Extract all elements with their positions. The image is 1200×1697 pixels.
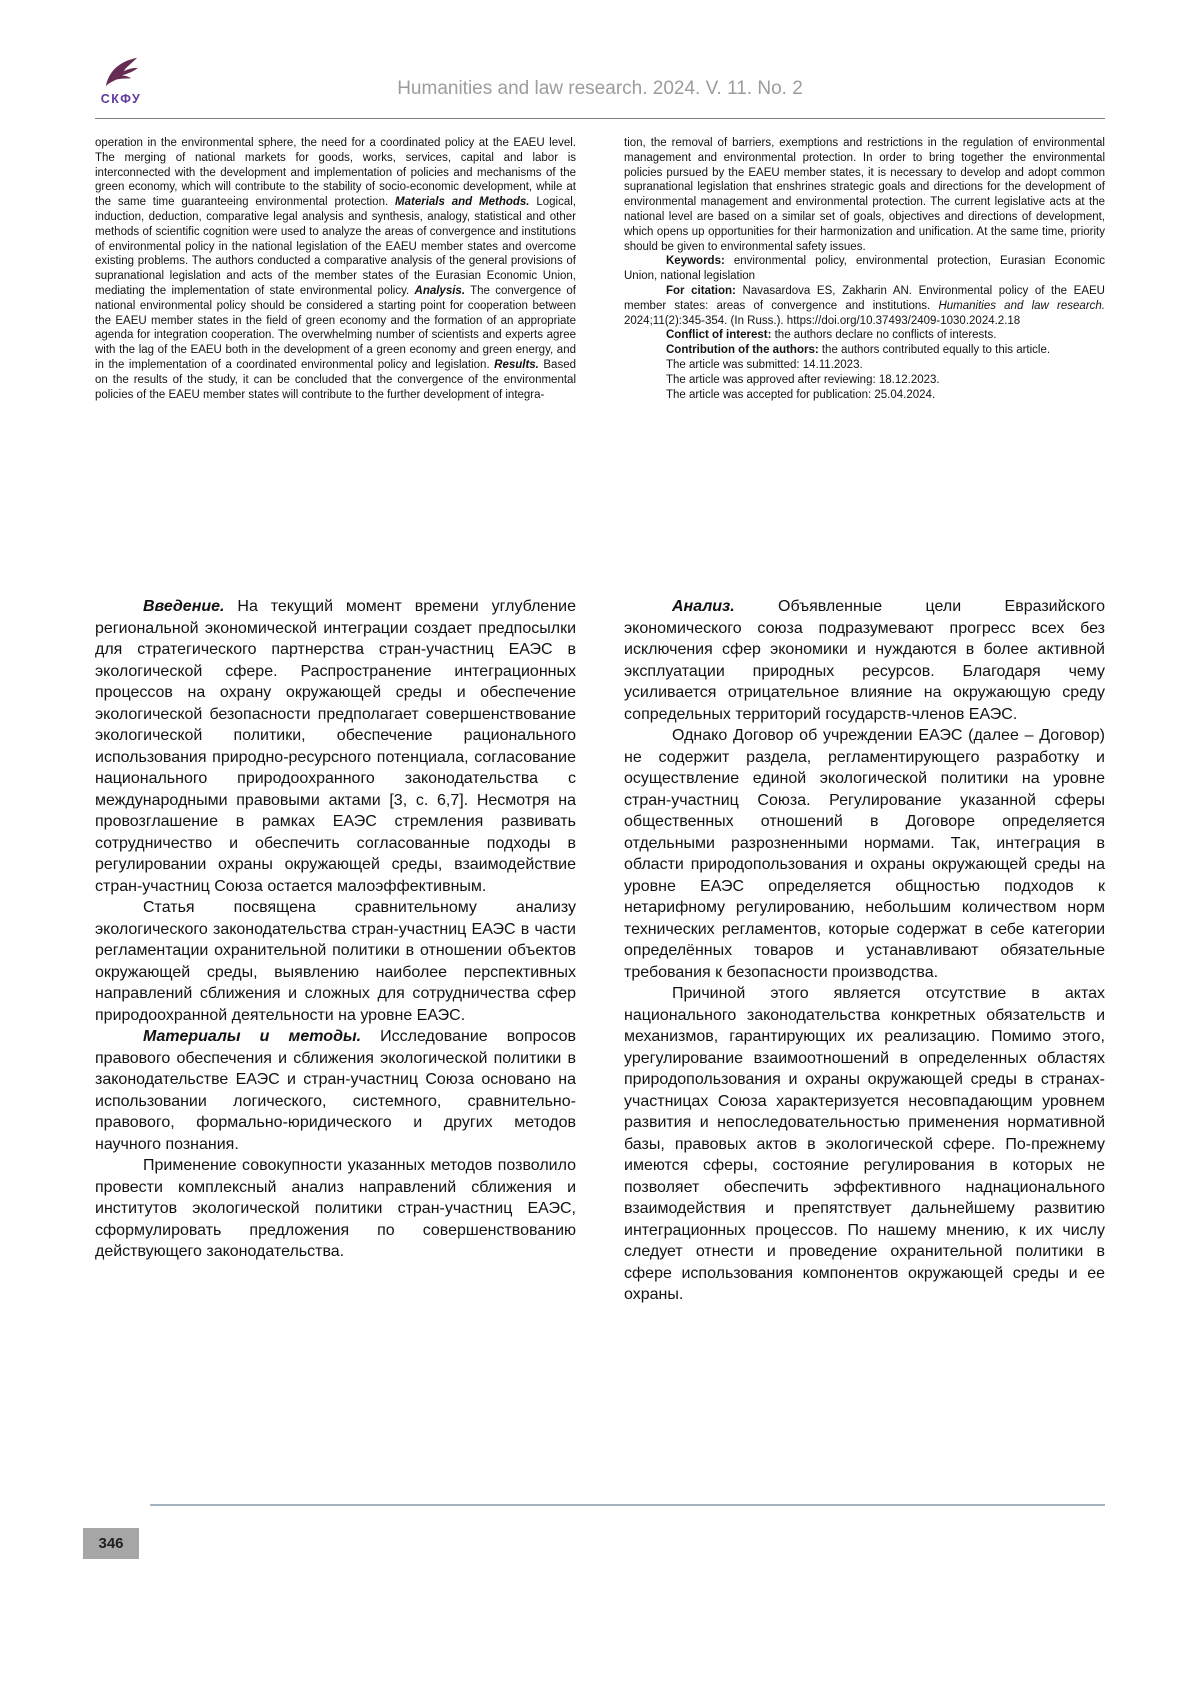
text-run: Причиной этого является отсутствие в актах национального законодательства конкретных обязательств и механизмов, гарантирующих их реализацию. Помимо этого, урегулирование взаимоотношений в определенных областях природопользования и охраны окружающей среды в странах-участницах Союза характеризуется несовпадающим уровнем развития и непоследовательностью применения нормативной базы, правовых актов в экологической сфере. По-прежнему имеются сферы, состояние регулирования в которых не позволяет обеспечить эффективного наднационального взаимодействия и препятствует дальнейшему развитию интеграционных процессов. По нашему мнению, к их числу следует отнести и проведение охранительной политики в сфере использования компонентов окружающей среды и ее охраны. bbox=[624, 985, 1105, 1303]
paragraph bbox=[95, 136, 576, 402]
text-run: 2024;11(2):345-354. (In Russ.). bbox=[624, 314, 787, 327]
body-right-column bbox=[624, 596, 1105, 1306]
text-run: На текущий момент времени углубление региональной экономической интеграции создает предпосылки для стратегического партнерства стран-участниц ЕАЭС в экологической сфере. Распространение интеграционных процессов на охрану окружающей среды и обеспечение экологической безопасности предполагает совершенствование экологической политики, обеспечение рационального использования природно-ресурсного потенциала, согласование национального природоохранного законодательства с международными правовыми актами [3, с. 6,7]. Несмотря на провозглашение в рамках ЕАЭС стремления развивать сотрудничество и обеспечить согласованные подходы в регулировании охраны окружающей среды, взаимодействие стран-участниц Союза остается малоэффективным. bbox=[95, 598, 576, 895]
text-run: Navasardova ES, Zakharin AN. Environmental policy of the EAEU member states: areas of convergence and institutions. bbox=[624, 284, 1105, 312]
paragraph bbox=[624, 725, 1105, 983]
text-run: The article was submitted: 14.11.2023. bbox=[666, 358, 863, 371]
text-run: The convergence of national environmental policy should be considered a starting point for cooperation between the EAEU member states in the field of green economy and the formation of an appropriate agenda for integration cooperation. The overwhelming number of scientists and experts agree with the lag of the EAEU both in the development of a green economy and green energy, and in the implementation of a coordinated environmental policy and legislation. bbox=[95, 284, 576, 371]
page-number-badge: 346 bbox=[83, 1528, 139, 1559]
paragraph bbox=[624, 136, 1105, 254]
abstract-section bbox=[95, 136, 1105, 402]
body-left-column bbox=[95, 596, 576, 1306]
text-run: Объявленные цели Евразийского экономического союза подразумевают прогресс всех без исключения сфер экономики и нуждаются в более активной эксплуатации природных ресурсов. Благодаря чему усиливается отрицательное влияние на окружающую среду сопредельных территорий государств-членов ЕАЭС. bbox=[624, 598, 1105, 723]
paragraph bbox=[95, 897, 576, 1026]
text-run: The article was accepted for publication: 25.04.2024. bbox=[666, 388, 936, 401]
text-run: Однако Договор об учреждении ЕАЭС (далее – Договор) не содержит раздела, регламентирующего разработку и осуществление единой экологической политики на уровне стран-участниц Союза. Регулирование указанной сферы общественных отношений в Договоре определяется отдельными разрозненными нормами. Так, интеграция в области природопользования и охраны окружающей среды на уровне ЕАЭС определяется общностью подходов к нетарифному регулированию, небольшим количеством норм технических регламентов, которые содержат в себе категории определённых товаров и устанавливают обязательные требования к безопасности производства. bbox=[624, 727, 1105, 981]
paragraph bbox=[624, 358, 1105, 373]
abstract-right-column bbox=[624, 136, 1105, 402]
text-run: Based on the results of the study, it can be concluded that the convergence of the environmental policies of the EAEU member states will contribute to the further development of integra- bbox=[95, 358, 576, 401]
text-run: Contribution of the authors: bbox=[666, 344, 819, 357]
text-run: For citation: bbox=[666, 284, 736, 297]
journal-title: Humanities and law research. 2024. V. 11. No. 2 bbox=[397, 78, 803, 99]
text-run: Analysis. bbox=[414, 284, 466, 297]
doi-link: https://doi.org/10.37493/2409-1030.2024.2.18 bbox=[786, 314, 1021, 327]
text-run: operation in the environmental sphere, the need for a coordinated policy at the EAEU level. The merging of national markets for goods, works, services, capital and labor is interconnected with the development and implementation of policies and mechanisms of the green economy, which will contribute to the stability of socio-economic development, while at the same time guaranteeing environmental protection. bbox=[95, 137, 576, 209]
paragraph bbox=[624, 328, 1105, 343]
text-run: environmental policy, environmental protection, Eurasian Economic Union, national legislation bbox=[624, 255, 1105, 283]
paragraph bbox=[95, 596, 576, 897]
text-run: Статья посвящена сравнительному анализу экологического законодательства стран-участниц ЕАЭС в части регламентации охранительной политики в отношении объектов окружающей среды, выявлению наиболее перспективных направлений сближения и сложных для сотрудничества сфер природоохранной деятельности на уровне ЕАЭС. bbox=[95, 899, 576, 1024]
text-run: Анализ. bbox=[672, 598, 735, 615]
article-body-section bbox=[95, 596, 1105, 1306]
text-run: Conflict of interest: bbox=[666, 329, 772, 342]
text-run: Применение совокупности указанных методов позволило провести комплексный анализ направлений сближения и институтов экологической политики стран-участниц ЕАЭС, сформулировать предложения по совершенствованию действующего законодательства. bbox=[95, 1157, 576, 1260]
text-run: Исследование вопросов правового обеспечения и сближения экологической политики в законодательстве ЕАЭС и стран-участниц Союза основано на использовании логического, системного, сравнительно-правового, формально-юридического и других методов научного познания. bbox=[95, 1028, 576, 1153]
paragraph bbox=[624, 983, 1105, 1306]
text-run: tion, the removal of barriers, exemptions and restrictions in the regulation of environmental management and environmental protection. In order to bring together the environmental policies pursued by the EAEU member states, it is necessary to develop and adopt common supranational legislation that enshrines strategic goals and directions for the development of environmental management and environmental protection. The current legislative acts at the national level are based on a similar set of goals, objectives and directions of development, which opens up opportunities for their harmonization and unification. At the same time, priority should be given to environmental safety issues. bbox=[624, 137, 1105, 253]
paragraph bbox=[624, 596, 1105, 725]
text-run: The article was approved after reviewing: 18.12.2023. bbox=[666, 373, 940, 386]
logo-text: СКФУ bbox=[100, 92, 142, 106]
paragraph bbox=[95, 1026, 576, 1155]
text-run: Keywords: bbox=[666, 255, 725, 268]
header-divider bbox=[95, 118, 1105, 119]
paragraph bbox=[95, 1155, 576, 1263]
abstract-left-column bbox=[95, 136, 576, 402]
text-run: Введение. bbox=[143, 598, 225, 615]
text-run: Материалы и методы. bbox=[143, 1028, 362, 1045]
text-run: Humanities and law research. bbox=[938, 299, 1105, 312]
paragraph bbox=[624, 373, 1105, 388]
text-run: the authors declare no conflicts of interests. bbox=[771, 329, 997, 342]
text-run: Results. bbox=[494, 358, 539, 371]
text-run: the authors contributed equally to this article. bbox=[818, 344, 1051, 357]
paragraph bbox=[624, 388, 1105, 403]
paragraph bbox=[624, 284, 1105, 328]
text-run: Logical, induction, deduction, comparative legal analysis and synthesis, analogy, statistical and other methods of scientific cognition were used to analyze the areas of convergence and institutions of environmental policy in the national legislation of the EAEU member states and overcome existing problems. The authors conducted a comparative analysis of the general provisions of supranational legislation and acts of the member states of the Eurasian Economic Union, mediating the implementation of state environmental policy. bbox=[95, 196, 576, 297]
text-run: Materials and Methods. bbox=[395, 196, 530, 209]
paragraph bbox=[624, 254, 1105, 284]
footer-divider bbox=[150, 1504, 1105, 1506]
paragraph bbox=[624, 343, 1105, 358]
